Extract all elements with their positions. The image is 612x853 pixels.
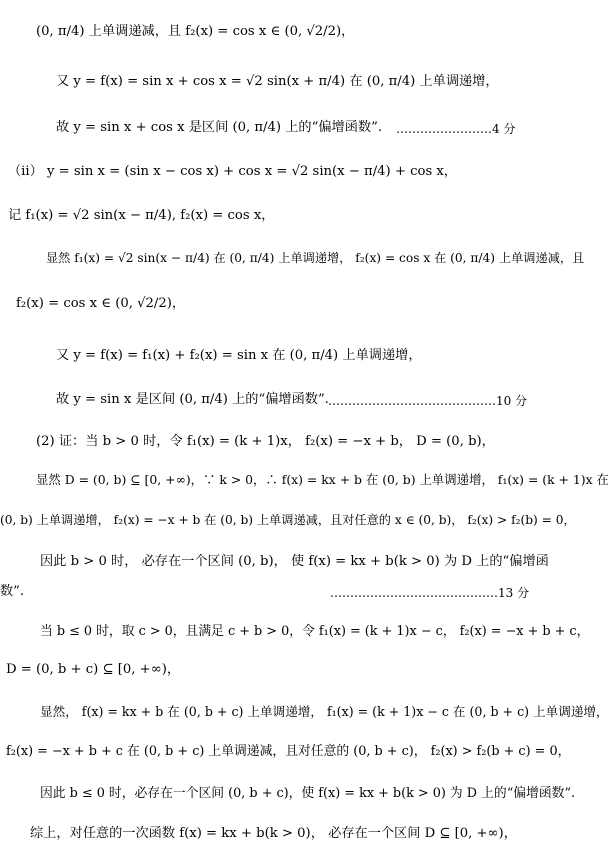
line-15: 当 b ≤ 0 时，取 c > 0，且满足 c + b > 0，令 f₁(x) = (k + 1)x − c， f₂(x) = −x + b + c， [40,624,590,639]
score-10: ……………………………………10 分 [328,394,528,408]
line-9: 故 y = sin x 是区间 (0, π/4) 上的“偏增函数”. [56,392,329,407]
line-8: 又 y = f(x) = f₁(x) + f₂(x) = sin x 在 (0, π/4) 上单调递增， [56,348,422,363]
line-14: 数”. [0,584,25,599]
score-13: ……………………………………13 分 [330,586,530,600]
line-16: D = (0, b + c) ⊆ [0, +∞)， [6,662,181,677]
line-3: 故 y = sin x + cos x 是区间 (0, π/4) 上的“偏增函数”. [56,120,383,135]
line-6: 显然 f₁(x) = √2 sin(x − π/4) 在 (0, π/4) 上单调递增， f₂(x) = cos x 在 (0, π/4) 上单调递减，且 [46,251,585,265]
line-11: 显然 D = (0, b) ⊆ [0, +∞)，∵ k > 0，∴ f(x) = kx + b 在 (0, b) 上单调递增， f₁(x) = (k + 1)x 在 [36,472,609,487]
line-2: 又 y = f(x) = sin x + cos x = √2 sin(x + π/4) 在 (0, π/4) 上单调递增， [56,74,499,89]
line-10: (2) 证：当 b > 0 时，令 f₁(x) = (k + 1)x， f₂(x) = −x + b， D = (0, b)， [36,434,495,449]
line-5: 记 f₁(x) = √2 sin(x − π/4), f₂(x) = cos x， [8,208,275,223]
score-4: ……………………4 分 [396,122,516,136]
line-13: 因此 b > 0 时， 必存在一个区间 (0, b)， 使 f(x) = kx + b(k > 0) 为 D 上的“偏增函 [40,554,549,569]
line-7: f₂(x) = cos x ∈ (0, √2/2)， [16,296,186,311]
line-18: f₂(x) = −x + b + c 在 (0, b + c) 上单调递减，且对任意的 (0, b + c)， f₂(x) > f₂(b + c) = 0， [6,744,571,759]
line-20: 综上，对任意的一次函数 f(x) = kx + b(k > 0)， 必存在一个区间 D ⊆ [0, +∞)， [30,826,517,841]
line-17: 显然， f(x) = kx + b 在 (0, b + c) 上单调递增， f₁(x) = (k + 1)x − c 在 (0, b + c) 上单调递增， [40,704,609,719]
line-12: (0, b) 上单调递增， f₂(x) = −x + b 在 (0, b) 上单调递减，且对任意的 x ∈ (0, b)， f₂(x) > f₂(b) = 0， [0,513,576,527]
line-1: (0, π/4) 上单调递减，且 f₂(x) = cos x ∈ (0, √2/2)， [36,24,355,39]
line-19: 因此 b ≤ 0 时，必存在一个区间 (0, b + c)，使 f(x) = kx + b(k > 0) 为 D 上的“偏增函数”. [40,786,576,801]
line-4: （ii） y = sin x = (sin x − cos x) + cos x = √2 sin(x − π/4) + cos x， [8,164,458,179]
